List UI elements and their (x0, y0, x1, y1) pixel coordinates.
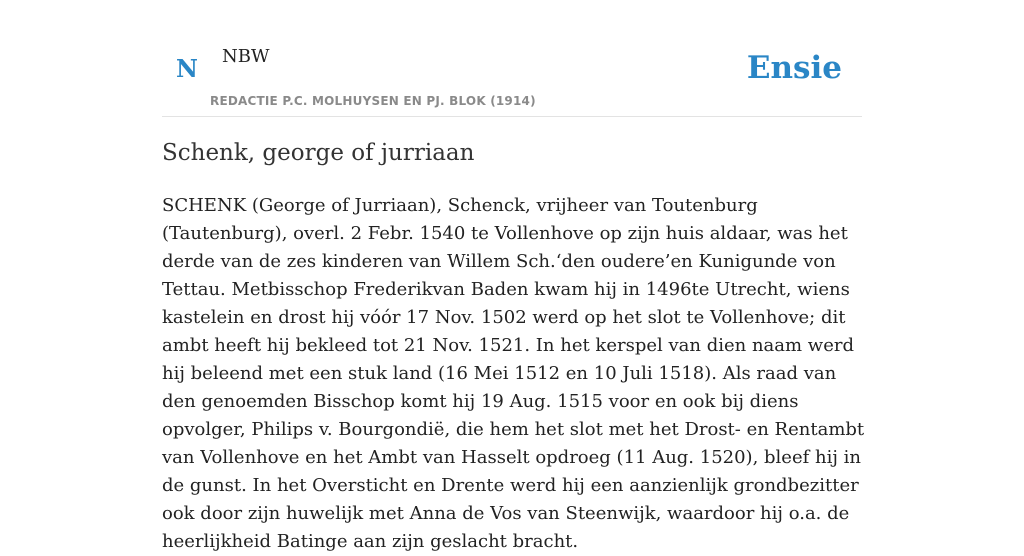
brand-logo[interactable]: Ensie (746, 50, 842, 86)
source-name: NBW (222, 46, 270, 67)
source-subtitle: REDACTIE P.C. MOLHUYSEN EN PJ. BLOK (1914) (210, 94, 536, 108)
header (162, 0, 862, 117)
article-body: SCHENK (George of Jurriaan), Schenck, vrijheer van Toutenburg (Tautenburg), overl. 2 Febr. 1540 te Vollenhove op zijn huis aldaar, was het derde van de zes kinderen van Willem Sch.‘den oudere’en Kunigunde von Tettau. Metbisschop Frederikvan Baden kwam hij in 1496te Utrecht, wiens kastelein en drost hij vóór 17 Nov. 1502 werd op het slot te Vollenhove; dit ambt heeft hij bekleed tot 21 Nov. 1521. In het kerspel van dien naam werd hij beleend met een stuk land (16 Mei 1512 en 10 Juli 1518). Als raad van den genoemden Bisschop komt hij 19 Aug. 1515 voor en ook bij diens opvolger, Philips v. Bourgondië, die hem het slot met het Drost- en Rentambt van Vollenhove en het Ambt van Hasselt opdroeg (11 Aug. 1520), bleef hij in de gunst. In het Oversticht en Drente werd hij een aanzienlijk grondbezitter ook door zijn huwelijk met Anna de Vos van Steenwijk, waardoor hij o.a. de heerlijkheid Batinge aan zijn geslacht bracht. (162, 195, 865, 552)
source-logo[interactable]: N (176, 54, 198, 83)
article-title: Schenk, george of jurriaan (162, 140, 475, 166)
